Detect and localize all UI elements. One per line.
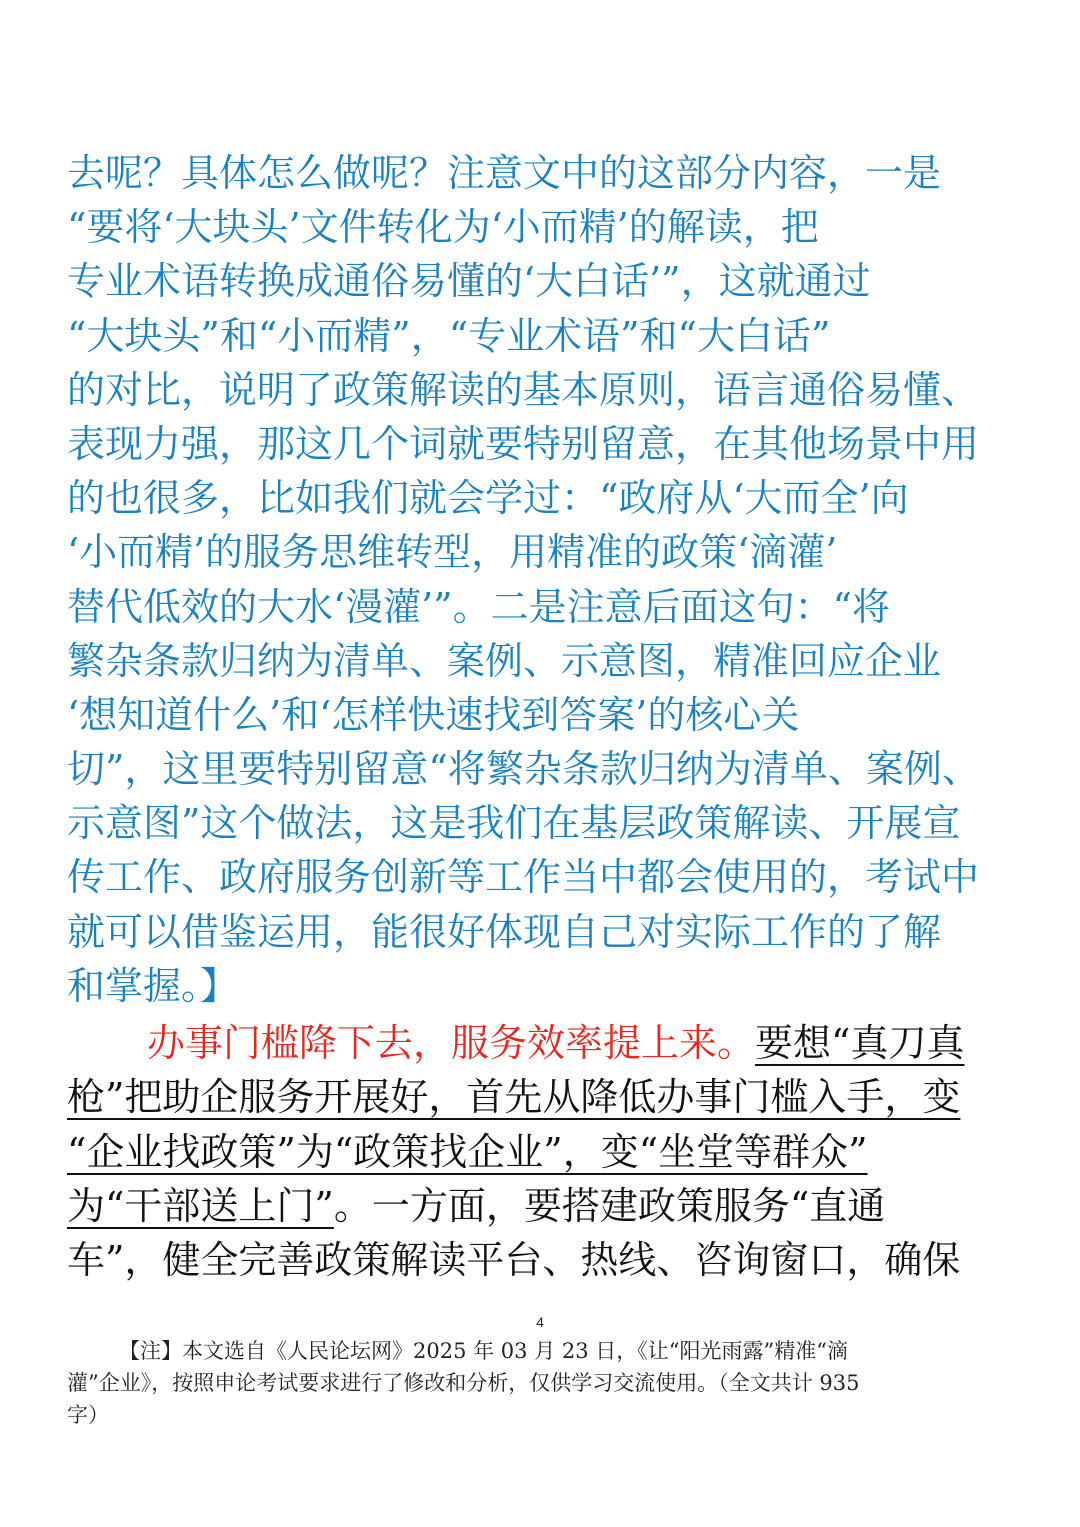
- analysis-line-2: “要将‘大块头’文件转化为‘小而精’的解读，把: [67, 205, 819, 250]
- analysis-line-1: 去呢？具体怎么做呢？注意文中的这部分内容，一是: [67, 151, 942, 195]
- analysis-line-8: ‘小而精’的服务思维转型，用精准的政策‘滴灌’: [67, 530, 838, 575]
- body-line-5: 车”，健全完善政策解读平台、热线、咨询窗口，确保: [67, 1238, 961, 1283]
- body-line-4: [67, 1179, 1017, 1233]
- analysis-line-3: 专业术语转换成通俗易懂的‘大白话’”，这就通过: [67, 259, 871, 304]
- analysis-commentary: [67, 146, 1017, 1013]
- underlined-text: 要想“真刀真: [755, 1021, 965, 1065]
- analysis-line-6: 表现力强，那这几个词就要特别留意，在其他场景中用: [67, 421, 980, 466]
- footnote-line-1: 【注】本文选自《人民论坛网》2025 年 03 月 23 日，《让“阳光雨露”精准“滴: [119, 1339, 848, 1363]
- analysis-line-7: 的也很多，比如我们就会学过：“政府从‘大而全’向: [67, 476, 909, 521]
- body-text-span: 。一方面，要搭建政策服务“直通: [333, 1183, 886, 1228]
- analysis-line-5: 的对比，说明了政策解读的基本原则，语言通俗易懂、: [67, 367, 980, 412]
- body-line-2: [67, 1070, 1017, 1124]
- body-line-1: [67, 1016, 1017, 1070]
- body-line-3: [67, 1125, 1017, 1179]
- underlined-text: 枪”把助企服务开展好，首先从降低办事门槛入手，变: [67, 1075, 961, 1120]
- footnote-line-2: 灌”企业》，按照申论考试要求进行了修改和分析，仅供学习交流使用。（全文共计 935: [67, 1371, 860, 1395]
- underlined-text: 为“干部送上门”: [67, 1183, 334, 1228]
- analysis-line-10: 繁杂条款归纳为清单、案例、示意图，精准回应企业: [67, 638, 942, 683]
- analysis-line-4: “大块头”和“小而精”，“专业术语”和“大白话”: [67, 313, 831, 358]
- analysis-line-13: 示意图”这个做法，这是我们在基层政策解读、开展宣: [67, 801, 961, 846]
- article-body: [67, 1016, 1017, 1287]
- analysis-line-12: 切”，这里要特别留意“将繁杂条款归纳为清单、案例、: [67, 747, 980, 792]
- footnote-line-3: 字）: [67, 1403, 109, 1427]
- underlined-text: “企业找政策”为“政策找企业”，变“坐堂等群众”: [67, 1129, 868, 1174]
- analysis-line-14: 传工作、政府服务创新等工作当中都会使用的，考试中: [67, 855, 980, 900]
- footnote: [67, 1335, 1017, 1431]
- analysis-line-9: 替代低效的大水‘漫灌’”。二是注意后面这句：“将: [67, 584, 891, 629]
- analysis-line-16: 和掌握。】: [67, 963, 239, 1008]
- analysis-line-15: 就可以借鉴运用，能很好体现自己对实际工作的了解: [67, 909, 942, 954]
- page-number: 4: [536, 1314, 544, 1330]
- section-heading: 办事门槛降下去，服务效率提上来。: [147, 1021, 756, 1065]
- analysis-line-11: ‘想知道什么’和‘怎样快速找到答案’的核心关: [67, 692, 800, 737]
